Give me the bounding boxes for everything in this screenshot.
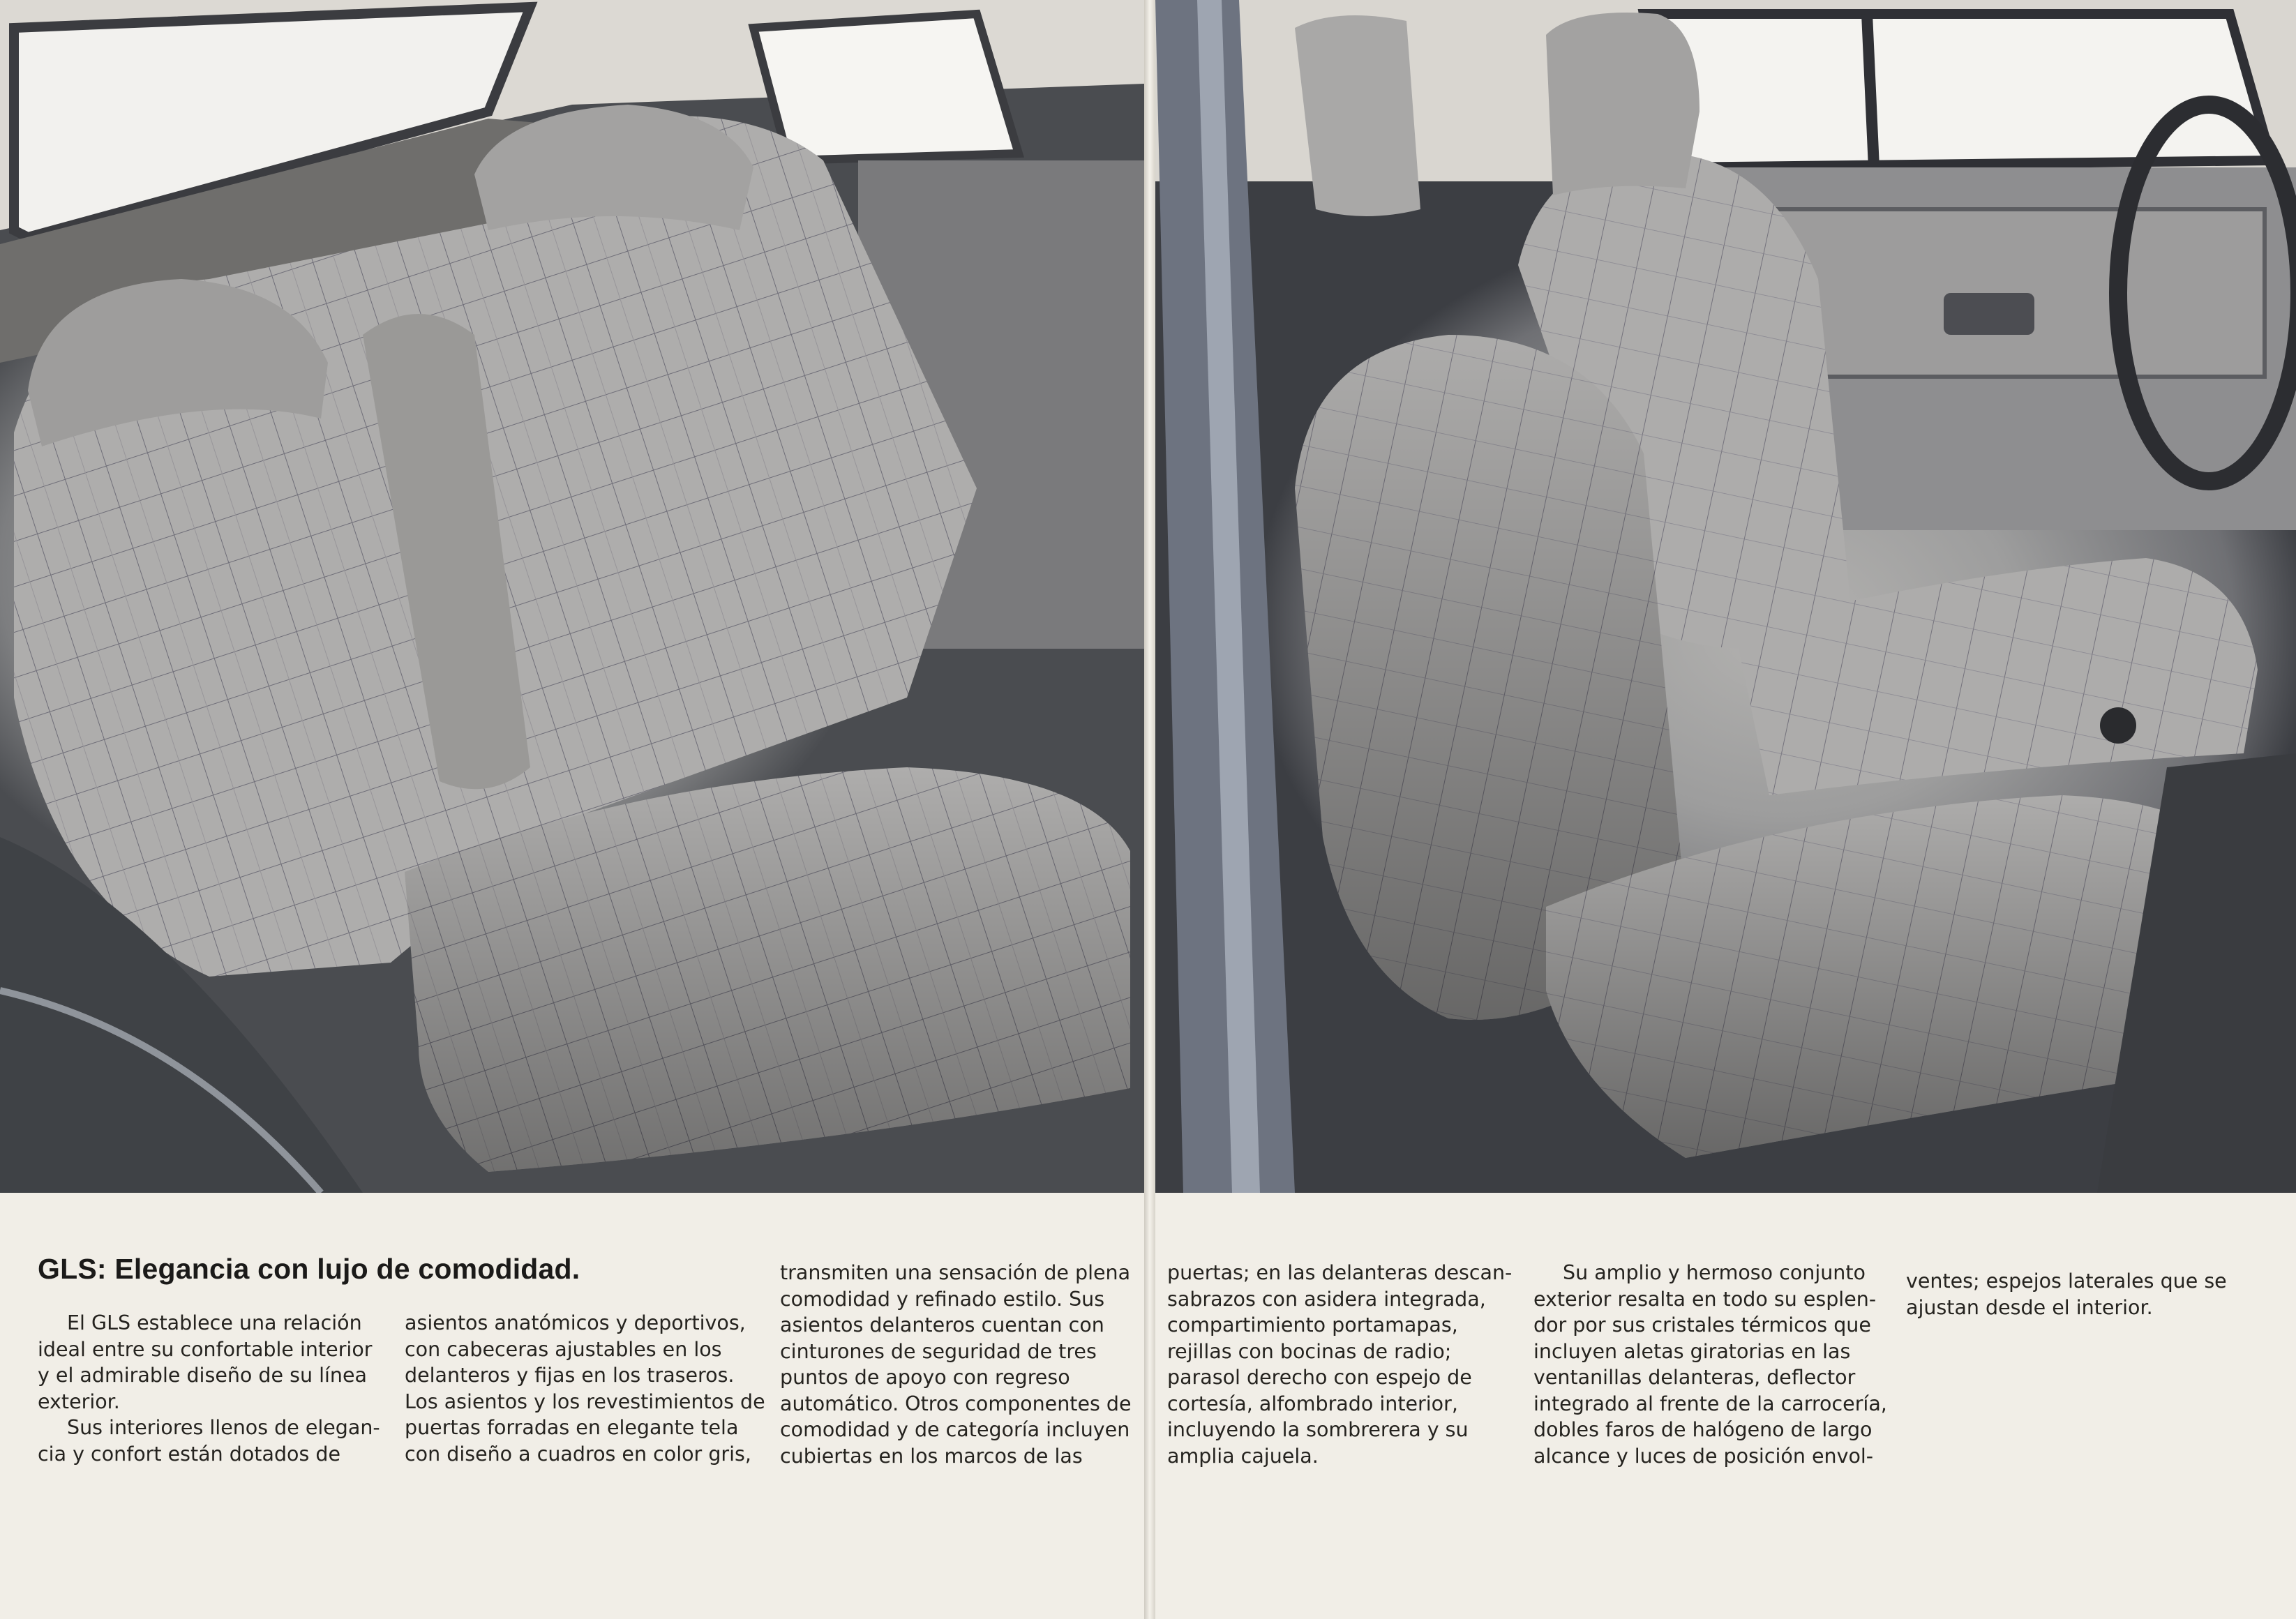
text-line: amplia cajuela. [1167, 1444, 1319, 1468]
text-area [0, 1193, 2296, 1619]
text-line: compartimiento portamapas, [1167, 1313, 1458, 1336]
text-line: integrado al frente de la carrocería, [1533, 1392, 1887, 1415]
text-line: delanteros y fijas en los traseros. [405, 1364, 735, 1387]
text-line: comodidad y refinado estilo. Sus [780, 1287, 1105, 1311]
text-line: asientos anatómicos y deportivos, [405, 1311, 746, 1334]
text-line: comodidad y de categoría incluyen [780, 1418, 1130, 1441]
text-line: El GLS establece una relación [67, 1311, 362, 1334]
text-line: puntos de apoyo con regreso [780, 1366, 1070, 1389]
text-line: puertas; en las delanteras descan- [1167, 1261, 1513, 1284]
text-line: cia y confort están dotados de [38, 1442, 340, 1466]
text-line: incluyen aletas giratorias en las [1533, 1339, 1851, 1363]
text-line: con diseño a cuadros en color gris, [405, 1442, 751, 1466]
text-column-2 [405, 1310, 767, 1467]
text-column-5 [1533, 1260, 1896, 1469]
rear-seat-photo [0, 0, 1144, 1193]
front-seats-illustration [1155, 0, 2296, 1193]
text-line: dobles faros de halógeno de largo [1533, 1418, 1873, 1441]
text-line: parasol derecho con espejo de [1167, 1366, 1472, 1389]
text-line: sabrazos con asidera integrada, [1167, 1287, 1486, 1311]
text-column-1 [38, 1310, 380, 1467]
text-line: exterior resalta en todo su esplen- [1533, 1287, 1877, 1311]
text-line: Los asientos y los revestimientos de [405, 1390, 765, 1413]
text-line: Sus interiores llenos de elegan- [67, 1416, 380, 1439]
text-line: transmiten una sensación de plena [780, 1261, 1131, 1284]
text-line: rejillas con bocinas de radio; [1167, 1339, 1452, 1363]
text-line: puertas forradas en elegante tela [405, 1416, 739, 1439]
text-line: ajustan desde el interior. [1906, 1295, 2153, 1319]
text-line: alcance y luces de posición envol- [1533, 1444, 1874, 1468]
headline: GLS: Elegancia con lujo de comodidad. [38, 1253, 580, 1285]
text-line: exterior. [38, 1390, 120, 1413]
text-line: cubiertas en los marcos de las [780, 1444, 1083, 1468]
text-column-3 [780, 1260, 1143, 1469]
front-seats-photo [1155, 0, 2296, 1193]
text-line: con cabeceras ajustables en los [405, 1337, 722, 1361]
rear-seat-illustration [0, 0, 1144, 1193]
text-line: y el admirable diseño de su línea [38, 1364, 367, 1387]
text-column-6 [1906, 1268, 2269, 1320]
text-line: asientos delanteros cuentan con [780, 1313, 1104, 1336]
text-column-4 [1167, 1260, 1516, 1469]
text-line: Su amplio y hermoso conjunto [1563, 1261, 1866, 1284]
text-line: ventes; espejos laterales que se [1906, 1270, 2227, 1293]
text-line: automático. Otros componentes de [780, 1392, 1132, 1415]
text-line: cortesía, alfombrado interior, [1167, 1392, 1458, 1415]
text-line: incluyendo la sombrerera y su [1167, 1418, 1469, 1441]
text-line: dor por sus cristales térmicos que [1533, 1313, 1871, 1336]
text-line: ventanillas delanteras, deflector [1533, 1366, 1856, 1389]
text-line: ideal entre su confortable interior [38, 1337, 373, 1361]
text-line: cinturones de seguridad de tres [780, 1339, 1097, 1363]
